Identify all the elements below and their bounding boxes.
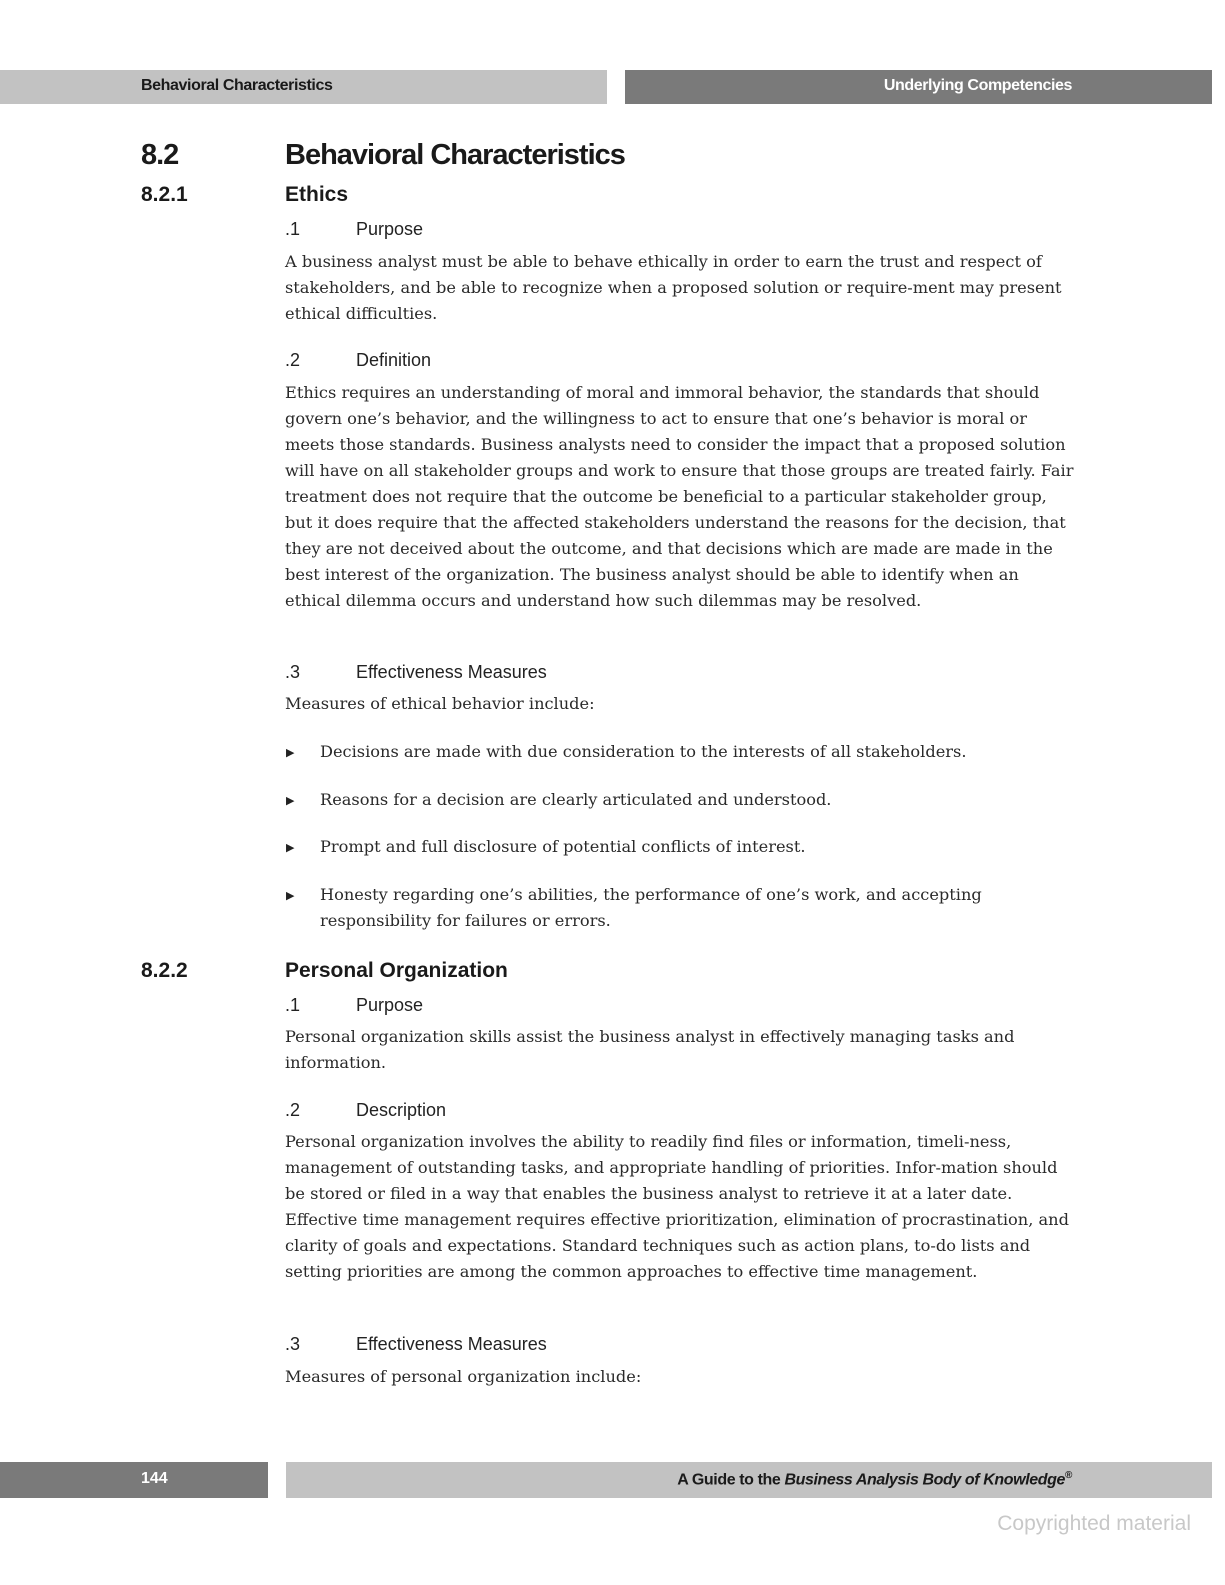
triangle-bullet-icon: ▶ bbox=[286, 746, 295, 759]
subsection-title-personal-organization: Personal Organization bbox=[285, 959, 508, 982]
running-header-right bbox=[625, 70, 1212, 104]
page-number: 144 bbox=[141, 1470, 168, 1487]
ethics-measures-heading: Effectiveness Measures bbox=[356, 662, 547, 682]
list-item: Prompt and full disclosure of potential conflicts of interest. bbox=[320, 837, 806, 856]
list-item: Decisions are made with due consideration to the interests of all stakeholders. bbox=[320, 742, 967, 761]
ethics-purpose-text: A business analyst must be able to behave ethically in order to earn the trust and respect of stakeholders, and be able to recognize when a proposed solution or require-ment may present ethical difficulties. bbox=[285, 252, 1062, 323]
copyright-watermark: Copyrighted material bbox=[997, 1512, 1191, 1535]
triangle-bullet-icon: ▶ bbox=[286, 794, 295, 807]
personal-org-purpose-text: Personal organization skills assist the business analyst in effectively managing tasks and information. bbox=[285, 1027, 1015, 1072]
list-item: Reasons for a decision are clearly articulated and understood. bbox=[320, 790, 832, 809]
subsection-title-ethics: Ethics bbox=[285, 183, 349, 206]
footer-page-box bbox=[0, 1462, 268, 1498]
personal-org-description-text: Personal organization involves the ability to readily find files or information, timeli-ness, management of outstanding tasks, and appropriate handling of priorities. Infor-mation should be stored or filed in a way that enables the business analyst to retrieve it at a later date. Effective time management requires effective prioritization, elimination of procrastination, and clarity of goals and expectations. Standard techniques such as action plans, to-do lists and setting priorities are among the common approaches to effective time management. bbox=[285, 1132, 1069, 1281]
ethics-definition-text: Ethics requires an understanding of moral and immoral behavior, the standards that should govern one’s behavior, and the willingness to act to ensure that one’s behavior is moral or meets those standards. Business analysts need to consider the impact that a proposed solution will have on all stakeholder groups and work to ensure that those groups are treated fairly. Fair treatment does not require that the outcome be beneficial to a particular stakeholder group, but it does require that the affected stakeholders understand the reasons for the decision, that they are not deceived about the outcome, and that decisions which are made are made in the best interest of the organization. The business analyst should be able to identify when an ethical dilemma occurs and understand how such dilemmas may be resolved. bbox=[285, 383, 1074, 610]
triangle-bullet-icon: ▶ bbox=[286, 841, 295, 854]
footer-guide-book-title: Business Analysis Body of Knowledge bbox=[784, 1471, 1066, 1489]
footer-guide-title bbox=[677, 1470, 1072, 1489]
personal-org-purpose-heading: Purpose bbox=[356, 995, 424, 1015]
running-header-left-text: Behavioral Characteristics bbox=[141, 77, 333, 94]
personal-org-purpose-number: .1 bbox=[285, 995, 301, 1015]
subsection-number-ethics: 8.2.1 bbox=[141, 183, 188, 206]
section-number: 8.2 bbox=[141, 139, 179, 171]
personal-org-measures-number: .3 bbox=[285, 1334, 301, 1354]
ethics-measures-number: .3 bbox=[285, 662, 301, 682]
ethics-definition-number: .2 bbox=[285, 350, 301, 370]
running-header-right-text: Underlying Competencies bbox=[883, 77, 1072, 94]
ethics-purpose-number: .1 bbox=[285, 219, 301, 239]
section-title: Behavioral Characteristics bbox=[285, 139, 625, 171]
ethics-definition-heading: Definition bbox=[356, 350, 432, 370]
triangle-bullet-icon: ▶ bbox=[286, 889, 295, 902]
ethics-purpose-heading: Purpose bbox=[356, 219, 424, 239]
personal-org-description-number: .2 bbox=[285, 1100, 301, 1120]
ethics-measures-intro: Measures of ethical behavior include: bbox=[285, 694, 595, 713]
personal-org-description-heading: Description bbox=[356, 1100, 447, 1120]
subsection-number-personal-organization: 8.2.2 bbox=[141, 959, 188, 982]
registered-mark: ® bbox=[1065, 1470, 1072, 1481]
personal-org-measures-intro: Measures of personal organization include: bbox=[285, 1367, 642, 1386]
footer-guide-prefix: A Guide to the bbox=[677, 1471, 785, 1489]
personal-org-measures-heading: Effectiveness Measures bbox=[356, 1334, 547, 1354]
footer-title-bar bbox=[286, 1462, 1212, 1498]
running-header-left bbox=[0, 70, 607, 104]
list-item: Honesty regarding one’s abilities, the performance of one’s work, and accepting responsibility for failures or errors. bbox=[320, 885, 982, 930]
